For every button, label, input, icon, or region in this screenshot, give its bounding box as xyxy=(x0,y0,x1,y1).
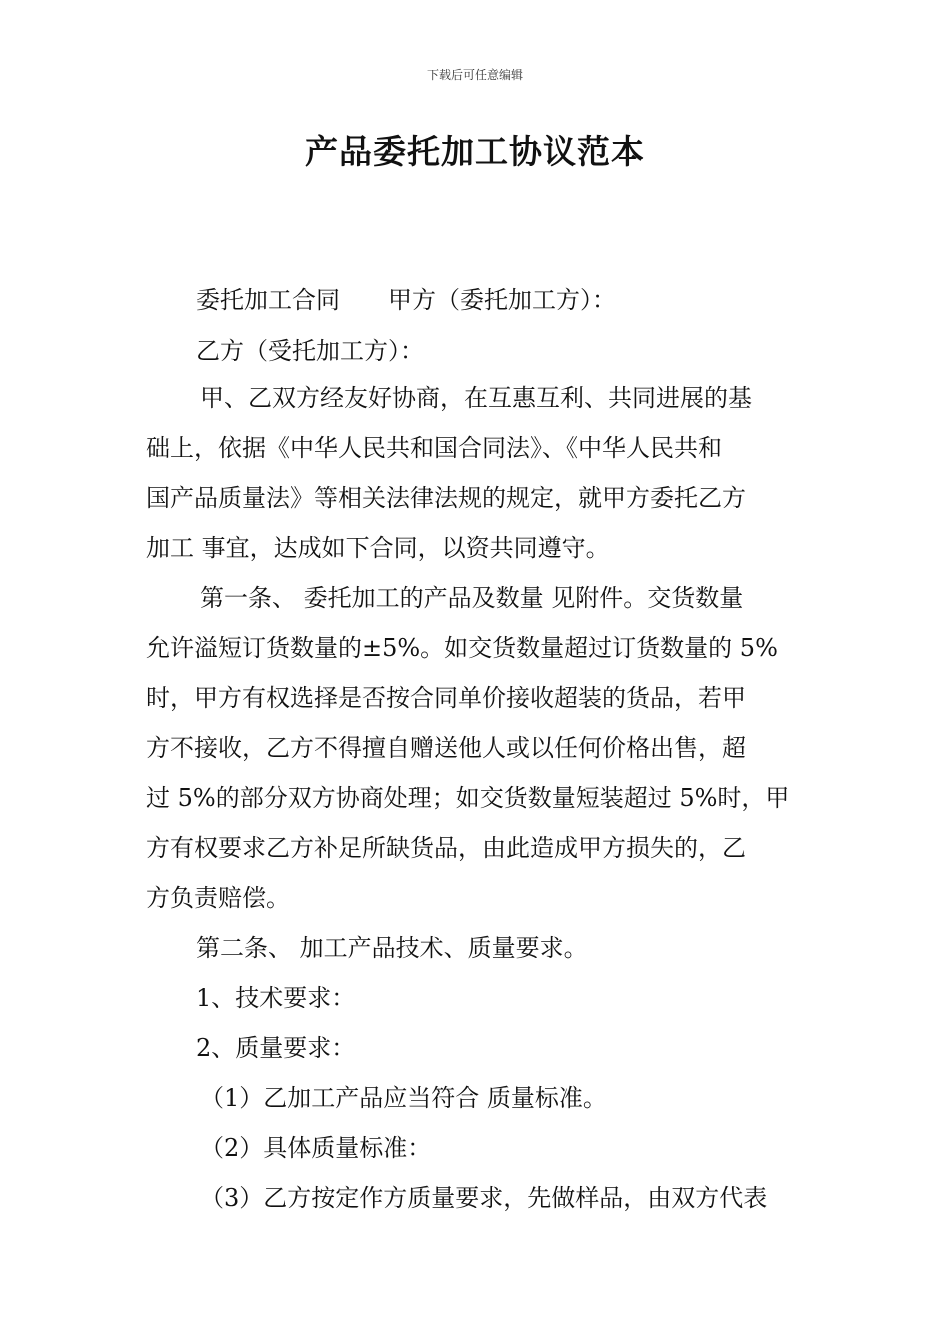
article2-item-1: 1、技术要求： xyxy=(196,984,356,1012)
article2-sub-1: （1）乙加工产品应当符合 质量标准。 xyxy=(200,1084,607,1112)
article1-line-5: 过 5%的部分双方协商处理；如交货数量短装超过 5%时，甲 xyxy=(146,784,790,812)
article1-line-2: 允许溢短订货数量的±5%。如交货数量超过订货数量的 5% xyxy=(146,634,778,662)
article1-line-3: 时，甲方有权选择是否按合同单价接收超装的货品，若甲 xyxy=(146,684,746,712)
article2-sub-3: （3）乙方按定作方质量要求，先做样品，由双方代表 xyxy=(200,1184,768,1212)
party-a-label: 甲方（委托加工方）： xyxy=(388,286,616,314)
party-b-label: 乙方（受托加工方）： xyxy=(196,337,424,365)
intro-line-3: 国产品质量法》等相关法律法规的规定，就甲方委托乙方 xyxy=(146,484,746,512)
contract-label-line xyxy=(196,285,616,315)
intro-line-4: 加工 事宜，达成如下合同，以资共同遵守。 xyxy=(146,534,610,562)
page-header-note: 下载后可任意编辑 xyxy=(426,68,523,82)
article1-line-6: 方有权要求乙方补足所缺货品，由此造成甲方损失的，乙 xyxy=(146,834,746,862)
intro-line-2: 础上，依据《中华人民共和国合同法》、《中华人民共和 xyxy=(146,434,722,462)
article1-line-1: 第一条、 委托加工的产品及数量 见附件。交货数量 xyxy=(200,584,744,612)
article1-line-4: 方不接收，乙方不得擅自赠送他人或以任何价格出售，超 xyxy=(146,734,746,762)
document-title: 产品委托加工协议范本 xyxy=(305,132,645,171)
article2-heading: 第二条、 加工产品技术、质量要求。 xyxy=(196,934,588,962)
article2-item-2: 2、质量要求： xyxy=(196,1034,356,1062)
article2-sub-2: （2）具体质量标准： xyxy=(200,1134,432,1162)
intro-line-1: 甲、乙双方经友好协商，在互惠互利、共同进展的基 xyxy=(200,384,752,412)
article1-line-7: 方负责赔偿。 xyxy=(146,884,290,912)
contract-label: 委托加工合同 xyxy=(196,286,340,314)
